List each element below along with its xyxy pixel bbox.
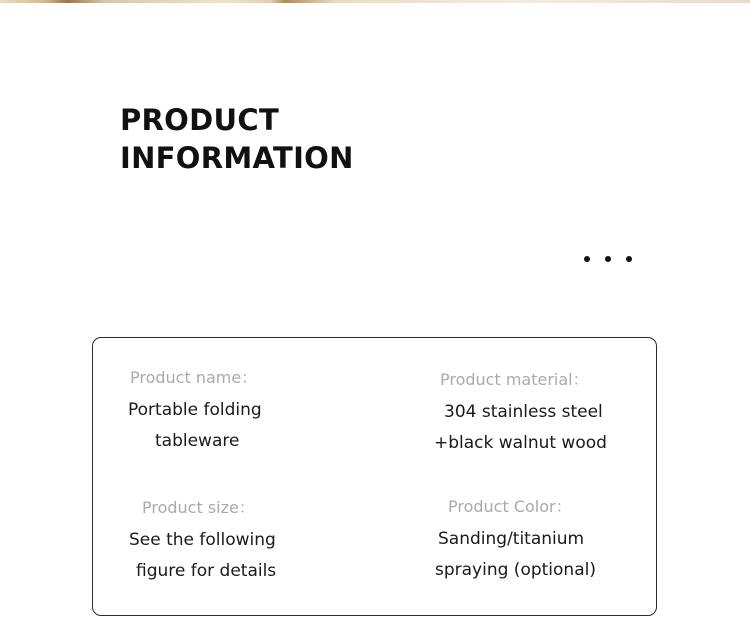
section-title-line1: PRODUCT [120, 103, 280, 137]
dot-2 [605, 256, 611, 262]
product-size-label: Product size： [142, 498, 255, 517]
product-material-label: Product material： [440, 370, 589, 389]
product-material-value-line1: 304 stainless steel [444, 402, 603, 422]
section-title [120, 101, 354, 177]
product-name-value-line2: tableware [155, 431, 240, 451]
product-name-value-line1: Portable folding [128, 400, 262, 420]
product-color-label: Product Color： [448, 497, 572, 516]
section-title-line2: INFORMATION [120, 141, 354, 175]
ellipsis-icon [584, 256, 632, 262]
product-material-value-line2: +black walnut wood [434, 433, 607, 453]
product-size-value-line1: See the following [129, 530, 276, 550]
top-image-strip [0, 0, 750, 3]
product-info-card [92, 337, 657, 616]
dot-1 [584, 256, 590, 262]
product-size-value-line2: figure for details [136, 561, 277, 581]
product-name-label: Product name： [130, 368, 258, 387]
dot-3 [626, 256, 632, 262]
product-color-value-line1: Sanding/titanium [438, 529, 585, 549]
product-color-value-line2: spraying (optional) [435, 560, 596, 580]
